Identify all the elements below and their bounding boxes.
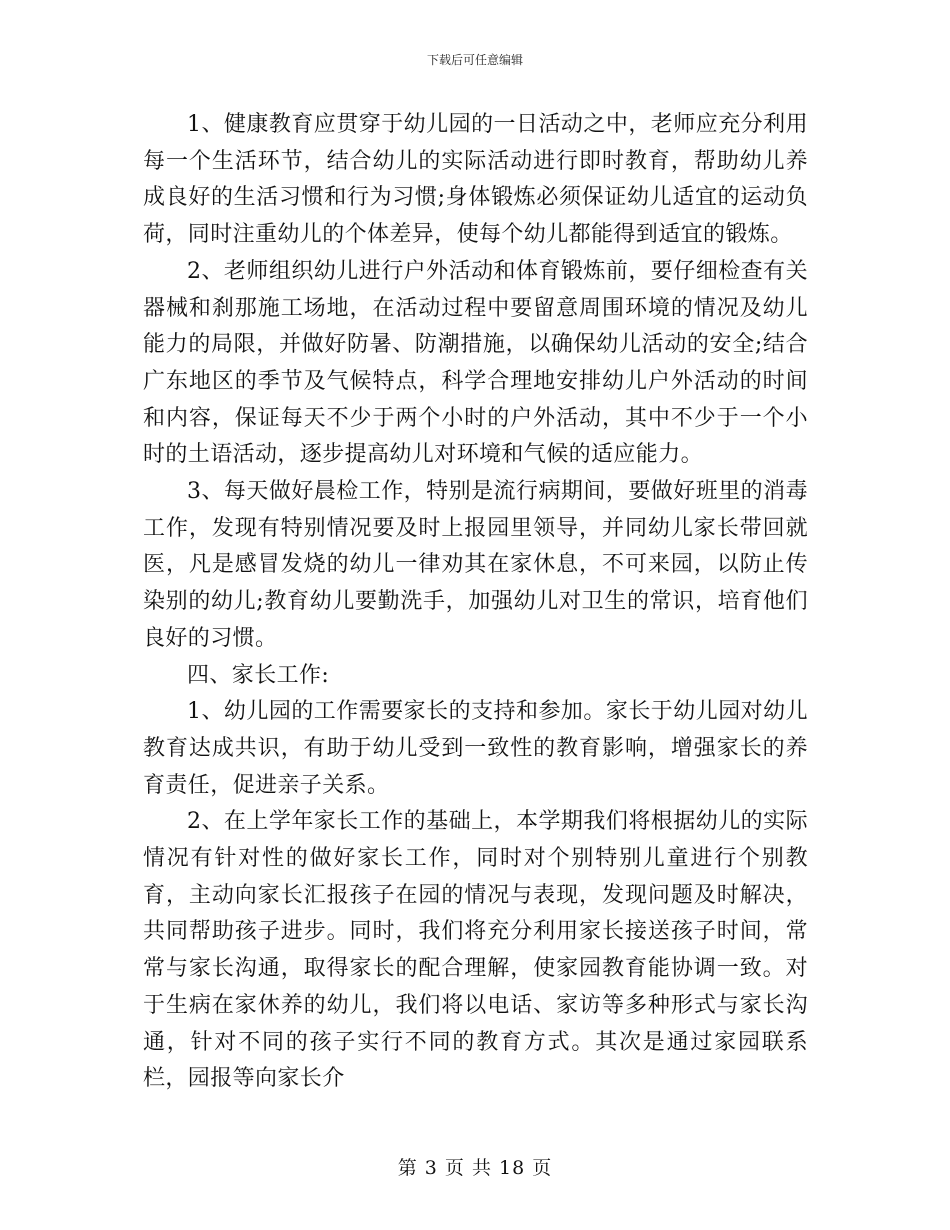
page-header-note: 下载后可任意编辑 [426,53,523,67]
page-number-footer: 第 3 页 共 18 页 [397,1157,553,1179]
paragraph-parent-support: 1、幼儿园的工作需要家长的支持和参加。家长于幼儿园对幼儿教育达成共识，有助于幼儿受到一致性的教育影响，增强家长的养育责任，促进亲子关系。 [143,699,808,798]
paragraph-outdoor-activities: 2、老师组织幼儿进行户外活动和体育锻炼前，要仔细检查有关器械和刹那施工场地，在活动过程中要留意周围环境的情况及幼儿能力的局限，并做好防暑、防潮措施，以确保幼儿活动的安全;结合广东地区的季节及气候特点，科学合理地安排幼儿户外活动的时间和内容，保证每天不少于两个小时的户外活动，其中不少于一个小时的土语活动，逐步提高幼儿对环境和气候的适应能力。 [143,258,808,468]
section-heading-parent-work: 四、家长工作: [187,662,330,688]
paragraph-parent-communication: 2、在上学年家长工作的基础上，本学期我们将根据幼儿的实际情况有针对性的做好家长工作，同时对个别特别儿童进行个别教育，主动向家长汇报孩子在园的情况与表现，发现问题及时解决，共同帮助孩子进步。同时，我们将充分利用家长接送孩子时间，常常与家长沟通，取得家长的配合理解，使家园教育能协调一致。对于生病在家休养的幼儿，我们将以电话、家访等多种形式与家长沟通，针对不同的孩子实行不同的教育方式。其次是通过家园联系栏，园报等向家长介 [143,809,808,1092]
document-body [143,107,808,1098]
paragraph-health-education: 1、健康教育应贯穿于幼儿园的一日活动之中，老师应充分利用每一个生活环节，结合幼儿的实际活动进行即时教育，帮助幼儿养成良好的生活习惯和行为习惯;身体锻炼必须保证幼儿适宜的运动负荷，同时注重幼儿的个体差异，使每个幼儿都能得到适宜的锻炼。 [143,112,808,248]
paragraph-morning-check: 3、每天做好晨检工作，特别是流行病期间，要做好班里的消毒工作，发现有特别情况要及时上报园里领导，并同幼儿家长带回就医，凡是感冒发烧的幼儿一律劝其在家休息，不可来园，以防止传染别的幼儿;教育幼儿要勤洗手，加强幼儿对卫生的常识，培育他们良好的习惯。 [143,479,808,651]
